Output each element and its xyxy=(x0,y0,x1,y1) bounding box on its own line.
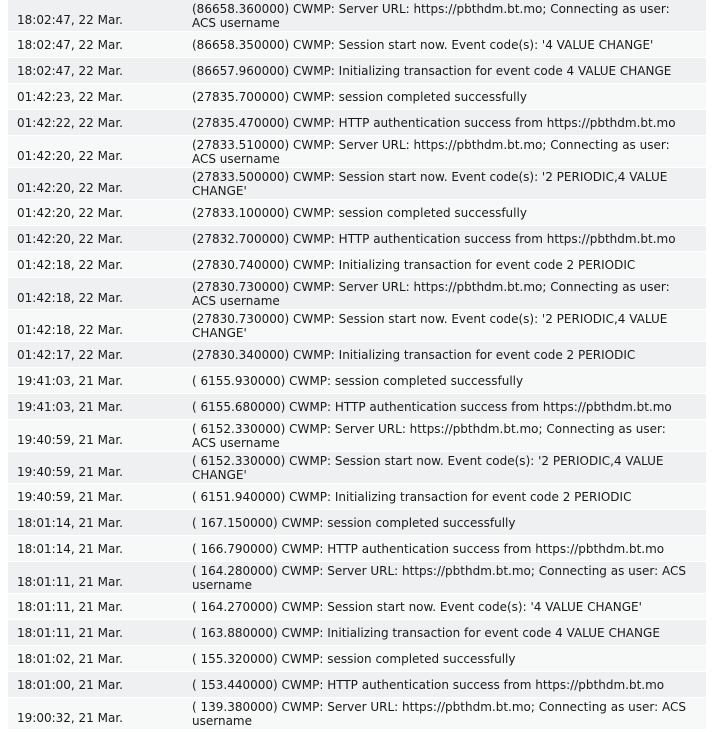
log-row xyxy=(8,510,706,536)
log-row xyxy=(8,58,706,84)
log-message: (27830.340000) CWMP: Initializing transaction for event code 2 PERIODIC xyxy=(192,347,636,362)
log-row xyxy=(8,136,706,168)
log-timestamp: 18:01:11, 21 Mar. xyxy=(17,574,123,589)
log-row xyxy=(8,672,706,698)
log-timestamp: 01:42:18, 22 Mar. xyxy=(17,290,123,305)
log-message: (86658.360000) CWMP: Server URL: https://pbthdm.bt.mo; Connecting as user: ACS username xyxy=(192,1,670,30)
log-row xyxy=(8,452,706,484)
log-message: (27833.510000) CWMP: Server URL: https://pbthdm.bt.mo; Connecting as user: ACS username xyxy=(192,137,670,166)
log-timestamp: 01:42:18, 22 Mar. xyxy=(17,257,123,272)
log-timestamp: 19:40:59, 21 Mar. xyxy=(17,464,123,479)
log-message: (27830.730000) CWMP: Server URL: https://pbthdm.bt.mo; Connecting as user: ACS username xyxy=(192,279,670,308)
log-row xyxy=(8,310,706,342)
log-timestamp: 19:00:32, 21 Mar. xyxy=(17,710,123,725)
log-message: ( 139.380000) CWMP: Server URL: https://pbthdm.bt.mo; Connecting as user: ACS username xyxy=(192,699,686,728)
log-row xyxy=(8,394,706,420)
log-row xyxy=(8,278,706,310)
log-row xyxy=(8,562,706,594)
log-row xyxy=(8,252,706,278)
log-row xyxy=(8,368,706,394)
log-row xyxy=(8,84,706,110)
log-timestamp: 01:42:23, 22 Mar. xyxy=(17,89,123,104)
log-message: ( 6155.930000) CWMP: session completed successfully xyxy=(192,373,524,388)
log-row xyxy=(8,698,706,730)
log-timestamp: 18:01:14, 21 Mar. xyxy=(17,515,123,530)
log-message: (27832.700000) CWMP: HTTP authentication success from https://pbthdm.bt.mo xyxy=(192,231,676,246)
log-timestamp: 01:42:20, 22 Mar. xyxy=(17,231,123,246)
log-message: (27835.470000) CWMP: HTTP authentication success from https://pbthdm.bt.mo xyxy=(192,115,676,130)
log-timestamp: 18:01:00, 21 Mar. xyxy=(17,677,123,692)
log-timestamp: 18:01:11, 21 Mar. xyxy=(17,599,123,614)
log-row xyxy=(8,168,706,200)
log-row xyxy=(8,620,706,646)
log-message: ( 163.880000) CWMP: Initializing transaction for event code 4 VALUE CHANGE xyxy=(192,625,660,640)
log-row xyxy=(8,420,706,452)
log-message: (27830.730000) CWMP: Session start now. Event code(s): '2 PERIODIC,4 VALUE CHANGE' xyxy=(192,311,668,340)
log-row xyxy=(8,110,706,136)
log-timestamp: 01:42:17, 22 Mar. xyxy=(17,347,123,362)
log-message: ( 155.320000) CWMP: session completed successfully xyxy=(192,651,516,666)
log-row xyxy=(8,536,706,562)
log-timestamp: 01:42:20, 22 Mar. xyxy=(17,148,123,163)
event-log-table xyxy=(8,0,706,730)
log-message: (27835.700000) CWMP: session completed successfully xyxy=(192,89,527,104)
log-timestamp: 01:42:20, 22 Mar. xyxy=(17,180,123,195)
log-row xyxy=(8,32,706,58)
log-message: (27833.500000) CWMP: Session start now. Event code(s): '2 PERIODIC,4 VALUE CHANGE' xyxy=(192,169,668,198)
log-row xyxy=(8,594,706,620)
log-timestamp: 18:02:47, 22 Mar. xyxy=(17,63,123,78)
log-timestamp: 01:42:20, 22 Mar. xyxy=(17,205,123,220)
log-message: (86658.350000) CWMP: Session start now. Event code(s): '4 VALUE CHANGE' xyxy=(192,37,654,52)
log-timestamp: 18:01:14, 21 Mar. xyxy=(17,541,123,556)
log-row xyxy=(8,484,706,510)
log-timestamp: 18:02:47, 22 Mar. xyxy=(17,37,123,52)
log-message: ( 164.280000) CWMP: Server URL: https://pbthdm.bt.mo; Connecting as user: ACS username xyxy=(192,563,686,592)
log-timestamp: 19:40:59, 21 Mar. xyxy=(17,432,123,447)
log-timestamp: 19:41:03, 21 Mar. xyxy=(17,399,123,414)
log-timestamp: 01:42:18, 22 Mar. xyxy=(17,322,123,337)
log-row xyxy=(8,0,706,32)
log-message: ( 6152.330000) CWMP: Server URL: https://pbthdm.bt.mo; Connecting as user: ACS username xyxy=(192,421,666,450)
log-row xyxy=(8,342,706,368)
log-message: ( 153.440000) CWMP: HTTP authentication success from https://pbthdm.bt.mo xyxy=(192,677,665,692)
log-message: ( 164.270000) CWMP: Session start now. Event code(s): '4 VALUE CHANGE' xyxy=(192,599,642,614)
log-message: ( 6152.330000) CWMP: Session start now. Event code(s): '2 PERIODIC,4 VALUE CHANGE' xyxy=(192,453,664,482)
log-row xyxy=(8,226,706,252)
log-message: ( 166.790000) CWMP: HTTP authentication success from https://pbthdm.bt.mo xyxy=(192,541,665,556)
log-message: ( 6151.940000) CWMP: Initializing transaction for event code 2 PERIODIC xyxy=(192,489,632,504)
log-message: (27830.740000) CWMP: Initializing transaction for event code 2 PERIODIC xyxy=(192,257,636,272)
log-message: ( 6155.680000) CWMP: HTTP authentication success from https://pbthdm.bt.mo xyxy=(192,399,672,414)
log-message: (86657.960000) CWMP: Initializing transaction for event code 4 VALUE CHANGE xyxy=(192,63,672,78)
log-timestamp: 18:01:11, 21 Mar. xyxy=(17,625,123,640)
log-timestamp: 18:02:47, 22 Mar. xyxy=(17,12,123,27)
log-row xyxy=(8,200,706,226)
log-timestamp: 19:40:59, 21 Mar. xyxy=(17,489,123,504)
log-row xyxy=(8,646,706,672)
log-timestamp: 18:01:02, 21 Mar. xyxy=(17,651,123,666)
log-message: ( 167.150000) CWMP: session completed successfully xyxy=(192,515,516,530)
log-timestamp: 19:41:03, 21 Mar. xyxy=(17,373,123,388)
log-timestamp: 01:42:22, 22 Mar. xyxy=(17,115,123,130)
log-message: (27833.100000) CWMP: session completed successfully xyxy=(192,205,527,220)
